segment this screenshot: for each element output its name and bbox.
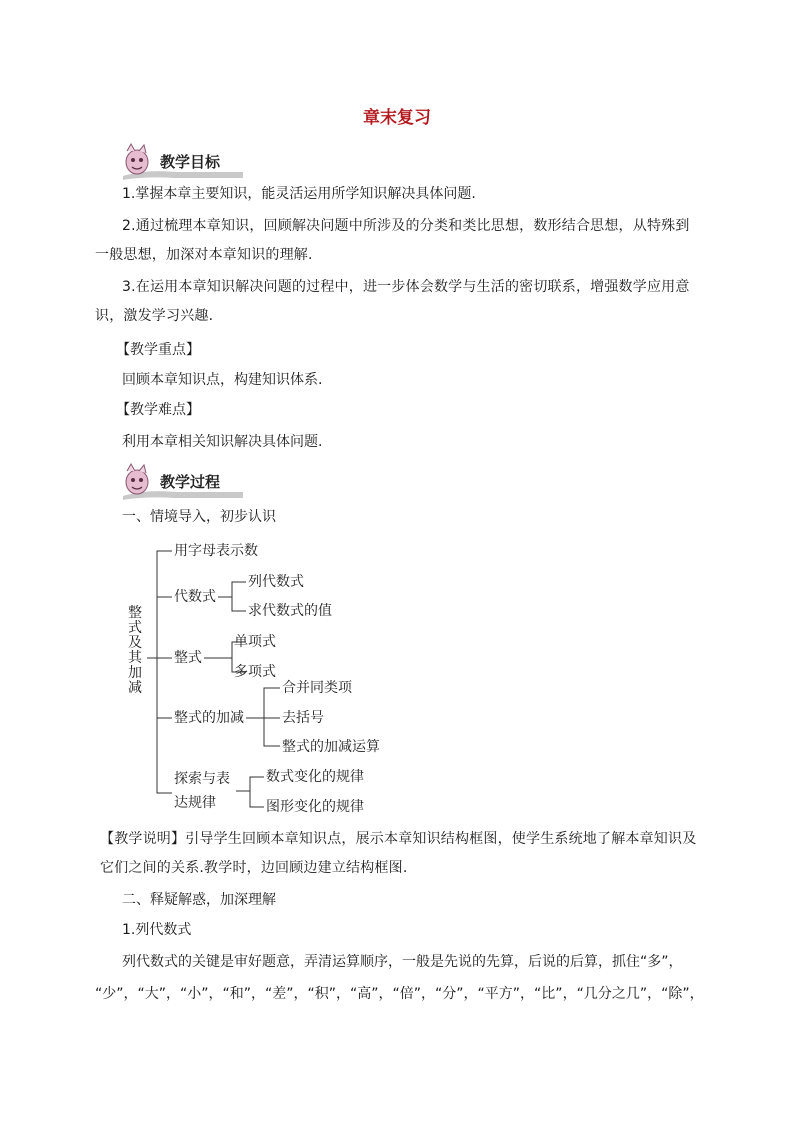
tree-node-polynomial: 多项式 [234,664,276,680]
tree-node-operations: 整式的加减运算 [282,739,380,755]
tree-node-letters: 用字母表示数 [174,543,258,559]
teaching-note [100,825,703,883]
teaching-note-text: 引导学生回顾本章知识点，展示本章知识结构框图，使学生系统地了解本章知识及它们之间的关系.教学时，边回顾边建立结构框图. [100,831,697,876]
tree-node-add-subtract: 整式的加减 [174,710,244,726]
tree-node-brackets: 去括号 [282,710,324,726]
page-title: 章末复习 [363,108,431,128]
tree-node-polynomial-expr: 整式 [174,650,202,666]
paragraph-last-line2: “少”，“大”，“小”，“和”，“差”，“积”，“高”，“倍”，“分”，“平方”，“比”，“几分之几”，“除”， [95,986,704,1002]
objective-2-text: 2.通过梳理本章知识，回顾解决问题中所涉及的分类和类比思想，数形结合思想，从特殊到一般思想，加深对本章知识的理解. [95,218,690,263]
difficult-point-heading: 【教学难点】 [116,402,200,418]
tree-node-write-expression: 列代数式 [248,574,304,590]
objective-1: 1.掌握本章主要知识，能灵活运用所学知识解决具体问题. [122,186,476,202]
tree-node-number-patterns: 数式变化的规律 [266,769,364,785]
tree-node-algebraic: 代数式 [174,589,216,605]
teaching-note-heading: 【教学说明】 [100,831,186,847]
tree-node-figure-patterns: 图形变化的规律 [266,799,364,815]
section-title-process: 教学过程 [160,473,221,491]
objective-3-text: 3.在运用本章知识解决问题的过程中，进一步体会数学与生活的密切联系，增强数学应用意识，激发学习兴趣. [95,279,690,324]
section-title-objectives: 教学目标 [160,153,221,171]
difficult-point-text: 利用本章相关知识解决具体问题. [122,434,323,450]
sub1-heading: 1.列代数式 [122,922,192,938]
part2-heading: 二、释疑解惑，加深理解 [122,892,276,908]
tree-root: 整式及其加减 [128,605,142,696]
part1-heading: 一、情境导入，初步认识 [122,509,276,525]
paragraph-last-line1: 列代数式的关键是审好题意，弄清运算顺序，一般是先说的先算，后说的后算，抓住“多”， [122,954,683,970]
tree-node-evaluate: 求代数式的值 [248,603,332,619]
tree-node-explore-line1: 探索与表 [174,771,230,787]
key-point-heading: 【教学重点】 [116,342,200,358]
tree-node-explore-line2: 达规律 [174,795,216,811]
tree-node-like-terms: 合并同类项 [282,680,352,696]
key-point-text: 回顾本章知识点，构建知识体系. [122,372,323,388]
tree-node-monomial: 单项式 [234,634,276,650]
